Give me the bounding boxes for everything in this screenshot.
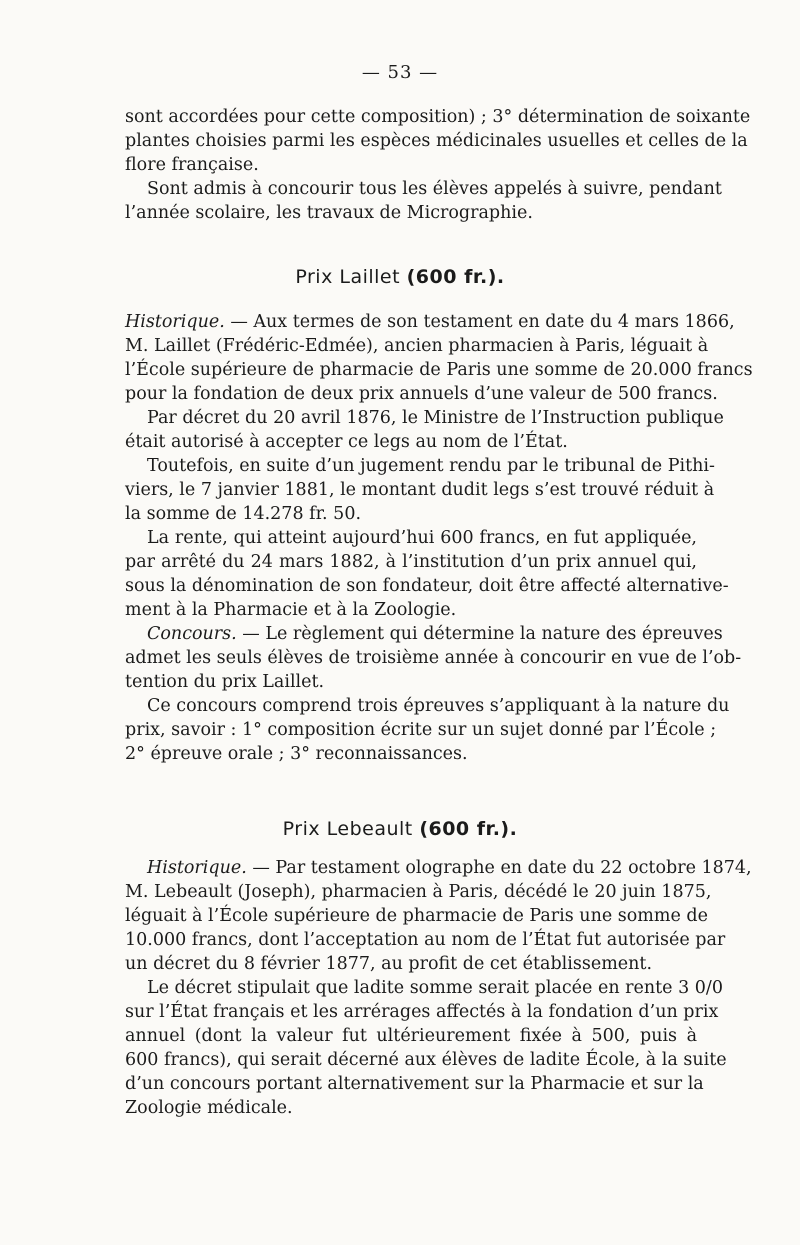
text-line: sous la dénomination de son fondateur, doit être affecté alternative-	[125, 576, 729, 596]
heading-amount: (600 fr.).	[406, 266, 505, 288]
heading-name: Prix Laillet	[295, 266, 401, 288]
text-line: tention du prix Laillet.	[125, 672, 325, 692]
text-line: Sont admis à concourir tous les élèves appelés à suivre, pendant	[147, 179, 722, 199]
heading-name: Prix Lebeault	[282, 818, 413, 840]
historique-label: Historique.	[125, 312, 225, 332]
text-span: — Aux termes de son testament en date du 4 mars 1866,	[224, 312, 735, 332]
text-line: l’École supérieure de pharmacie de Paris une somme de 20.000 francs	[125, 360, 753, 380]
text-line: pour la fondation de deux prix annuels d’une valeur de 500 francs.	[125, 384, 718, 404]
text-line: Toutefois, en suite d’un jugement rendu par le tribunal de Pithi-	[147, 456, 715, 476]
text-span: — Le règlement qui détermine la nature des épreuves	[236, 624, 723, 644]
text-line: Ce concours comprend trois épreuves s’appliquant à la nature du	[147, 696, 730, 716]
text-line: M. Laillet (Frédéric-Edmée), ancien pharmacien à Paris, léguait à	[125, 336, 709, 356]
text-line: léguait à l’École supérieure de pharmacie de Paris une somme de	[125, 906, 708, 926]
text-line: admet les seuls élèves de troisième année à concourir en vue de l’ob-	[125, 648, 742, 668]
text-line	[125, 310, 735, 334]
text-line: viers, le 7 janvier 1881, le montant dudit legs s’est trouvé réduit à	[125, 480, 715, 500]
page-number: — 53 —	[361, 62, 439, 83]
text-line: Zoologie médicale.	[125, 1098, 293, 1118]
text-line: l’année scolaire, les travaux de Micrographie.	[125, 203, 533, 223]
text-line: un décret du 8 février 1877, au profit de cet établissement.	[125, 954, 653, 974]
section-heading-laillet	[0, 266, 800, 288]
text-line: sont accordées pour cette composition) ; 3° détermination de soixante	[125, 107, 751, 127]
text-line: par arrêté du 24 mars 1882, à l’institution d’un prix annuel qui,	[125, 552, 697, 572]
heading-amount: (600 fr.).	[419, 818, 518, 840]
section-heading-lebeault	[0, 818, 800, 840]
text-line: plantes choisies parmi les espèces médicinales usuelles et celles de la	[125, 131, 748, 151]
text-line	[125, 622, 723, 646]
lebeault-text	[125, 856, 752, 1120]
text-line: prix, savoir : 1° composition écrite sur un sujet donné par l’École ;	[125, 720, 717, 740]
intro-text	[125, 105, 751, 225]
historique-label: Historique.	[147, 858, 247, 878]
text-line: Par décret du 20 avril 1876, le Ministre de l’Instruction publique	[147, 408, 724, 428]
text-line: d’un concours portant alternativement sur la Pharmacie et sur la	[125, 1074, 704, 1094]
text-line: 2° épreuve orale ; 3° reconnaissances.	[125, 744, 468, 764]
text-line: 600 francs), qui serait décerné aux élèves de ladite École, à la suite	[125, 1050, 727, 1070]
concours-label: Concours.	[147, 624, 237, 644]
laillet-text	[125, 310, 753, 766]
text-span: — Par testament olographe en date du 22 octobre 1874,	[246, 858, 752, 878]
text-line: flore française.	[125, 155, 259, 175]
text-line: M. Lebeault (Joseph), pharmacien à Paris, décédé le 20 juin 1875,	[125, 882, 712, 902]
text-line	[125, 856, 752, 880]
text-line: était autorisé à accepter ce legs au nom de l’État.	[125, 432, 568, 452]
text-line: Le décret stipulait que ladite somme serait placée en rente 3 0/0	[147, 978, 723, 998]
text-line: ment à la Pharmacie et à la Zoologie.	[125, 600, 457, 620]
text-line: La rente, qui atteint aujourd’hui 600 francs, en fut appliquée,	[147, 528, 697, 548]
text-line: la somme de 14.278 fr. 50.	[125, 504, 362, 524]
text-line: sur l’État français et les arrérages affectés à la fondation d’un prix	[125, 1002, 719, 1022]
text-line: 10.000 francs, dont l’acceptation au nom de l’État fut autorisée par	[125, 930, 726, 950]
text-line: annuel (dont la valeur fut ultérieurement fixée à 500, puis à	[125, 1026, 697, 1046]
